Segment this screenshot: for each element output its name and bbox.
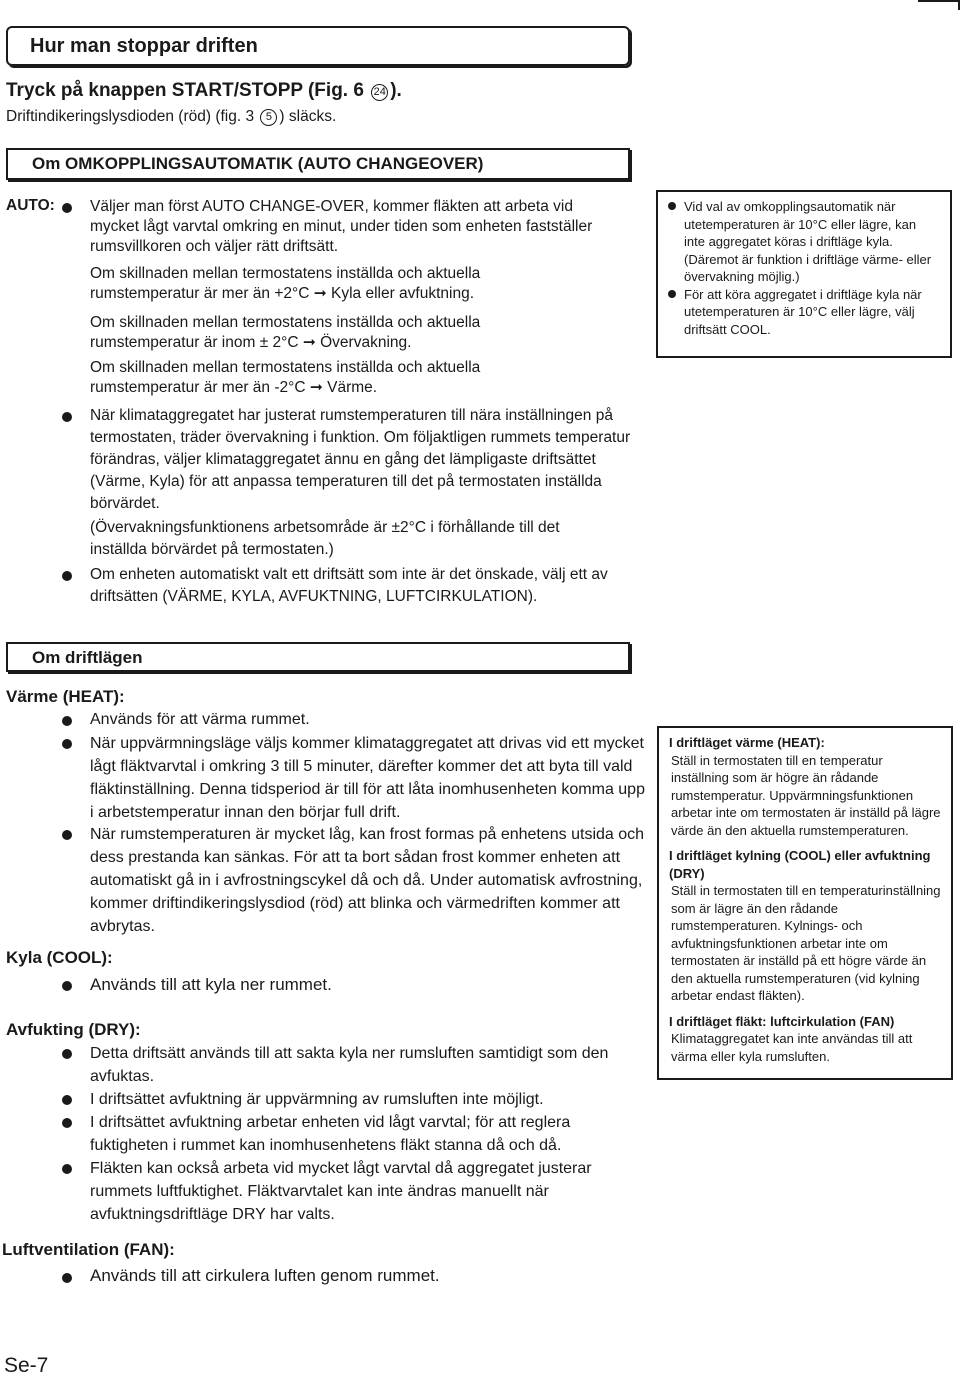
dry-item-2: I driftsättet avfuktning är uppvärmning av rumsluften inte möjligt. <box>90 1091 544 1108</box>
dry-item-4: Fläkten kan också arbeta vid mycket lågt varvtal då aggregatet justerar rummets luftfuktighet. Fläktvarvtalet kan inte ändras manuellt när avfuktningsdriftläge DRY har valts. <box>90 1160 592 1223</box>
side-note-fan-text: Klimataggregatet kan inte användas till att värma eller kyla rumsluften. <box>671 1031 913 1064</box>
bullet-icon <box>62 1164 72 1174</box>
fan-label: Luftventilation (FAN): <box>2 1240 175 1259</box>
side-note-item: För att köra aggregatet i driftläge kyla när utetemperaturen är 10°C eller lägre, välj driftsätt COOL. <box>668 286 940 339</box>
side-note-heat-text: Ställ in termostaten till en temperatur inställning som är högre än rådande rumstemperatur. Uppvärmningsfunktionen arbetar inte om termostaten är inställd på lägre värde än den aktuella rumstemperaturen. <box>671 752 941 838</box>
page-title: Hur man stoppar driften <box>6 26 630 66</box>
side-note-fan-title: I driftläget fläkt: luftcirkulation (FAN) <box>669 1013 895 1029</box>
heat-label: Värme (HEAT): <box>6 687 125 706</box>
side-note-auto <box>656 190 952 358</box>
auto-bullet-2-note: (Övervakningsfunktionens arbetsområde är ±2°C i förhållande till det inställda börvärdet på termostaten.) <box>90 519 560 558</box>
side-note-cool-title: I driftläget kylning (COOL) eller avfuktning (DRY) <box>669 848 931 881</box>
figure-ref-circle: 24 <box>371 84 388 101</box>
dry-item-3: I driftsättet avfuktning arbetar enheten vid lågt varvtal; för att reglera fuktigheten i rummet kan inomhusenhetens fläkt stanna då och då. <box>90 1114 571 1154</box>
bullet-icon <box>62 1049 72 1059</box>
bullet-icon <box>62 716 72 726</box>
bullet-icon <box>62 1095 72 1105</box>
bullet-icon <box>62 981 72 991</box>
side-note-heat-title: I driftläget värme (HEAT): <box>669 735 825 750</box>
cool-label: Kyla (COOL): <box>6 948 113 967</box>
auto-condition-3: Om skillnaden mellan termostatens inställda och aktuella rumstemperatur är mer än -2°C ➞ Värme. <box>90 359 481 396</box>
indicator-text: Driftindikeringslysdioden (röd) (fig. 3 5 ) släcks. <box>6 108 337 125</box>
fan-item-1: Används till att cirkulera luften genom rummet. <box>90 1266 440 1285</box>
heat-item-1: Används för att värma rummet. <box>90 711 310 728</box>
bullet-icon <box>668 202 676 210</box>
side-note-item: Vid val av omkopplingsautomatik när utetemperaturen är 10°C eller lägre, kan inte aggregatet köras i driftläge kyla. (Däremot är funktion i driftläge värme- eller övervakning möjlig.) <box>668 198 940 286</box>
bullet-icon <box>62 830 72 840</box>
dry-label: Avfukting (DRY): <box>6 1020 141 1039</box>
modes-heading: Om driftlägen <box>6 642 630 672</box>
heat-item-2: När uppvärmningsläge väljs kommer klimataggregatet att drivas vid ett mycket lågt fläktvarvtal i omkring 3 till 5 minuter, därefter kommer det att byta till vald fläktinställning. Denna tidsperiod är till för att låta inomhusenheten komma upp i arbetstemperatur innan den börjar full drift. <box>90 735 645 821</box>
auto-bullet-1: Väljer man först AUTO CHANGE-OVER, kommer fläkten att arbeta vid mycket lågt varvtal omkring en minut, under tiden som enheten fastställer rumsvillkoren och väljer rätt driftsätt. <box>90 198 593 255</box>
bullet-icon <box>62 739 72 749</box>
bullet-icon <box>62 412 72 422</box>
cool-item-1: Används till att kyla ner rummet. <box>90 975 332 994</box>
auto-bullet-2: När klimataggregatet har justerat rumstemperaturen till nära inställningen på termostaten, träder övervakning i funktion. Om följaktligen rummets temperatur förändras, väljer klimataggregatet ännu en gång det lämpligaste driftsättet (Värme, Kyla) för att anpassa temperaturen till det på termostaten inställda börvärdet. <box>90 407 631 512</box>
page-number: Se-7 <box>4 1354 49 1377</box>
corner-frame <box>918 0 960 10</box>
dry-item-1: Detta driftsätt används till att sakta kyla ner rumsluften samtidigt som den avfuktas. <box>90 1045 609 1085</box>
bullet-icon <box>62 571 72 581</box>
auto-condition-2: Om skillnaden mellan termostatens inställda och aktuella rumstemperatur är inom ± 2°C ➞ Övervakning. <box>90 314 481 351</box>
stop-instruction: Tryck på knappen START/STOPP (Fig. 6 24 ). <box>6 80 402 101</box>
side-note-modes <box>657 726 953 1080</box>
heat-item-3: När rumstemperaturen är mycket låg, kan frost formas på enhetens utsida och dess prestanda kan sänkas. För att ta bort sådan frost kommer enheten att automatiskt gå in i avfrostningscykel då och då. Under automatisk avfrostning, kommer driftindikeringslysdiod (röd) att blinka och värmedriften kommer att avbrytas. <box>90 826 645 935</box>
auto-label: AUTO: <box>6 197 55 214</box>
bullet-icon <box>62 203 72 213</box>
bullet-icon <box>62 1118 72 1128</box>
figure-ref-circle: 5 <box>260 109 277 126</box>
bullet-icon <box>62 1273 72 1283</box>
auto-condition-1: Om skillnaden mellan termostatens inställda och aktuella rumstemperatur är mer än +2°C ➞ Kyla eller avfuktning. <box>90 265 481 302</box>
auto-changeover-heading: Om OMKOPPLINGSAUTOMATIK (AUTO CHANGEOVER) <box>6 148 630 180</box>
side-note-cool-text: Ställ in termostaten till en temperaturinställning som är lägre än den rådande rumstemperaturen. Kylnings- och avfuktningsfunktionen arbetar inte om termostaten är inställd på ett högre värde än den aktuella rumstemperaturen (vid kylning arbetar endast fläkten). <box>671 883 941 1003</box>
auto-bullet-3: Om enheten automatiskt valt ett driftsätt som inte är det önskade, välj ett av driftsätten (VÄRME, KYLA, AVFUKTNING, LUFTCIRKULATION). <box>90 566 608 605</box>
bullet-icon <box>668 290 676 298</box>
